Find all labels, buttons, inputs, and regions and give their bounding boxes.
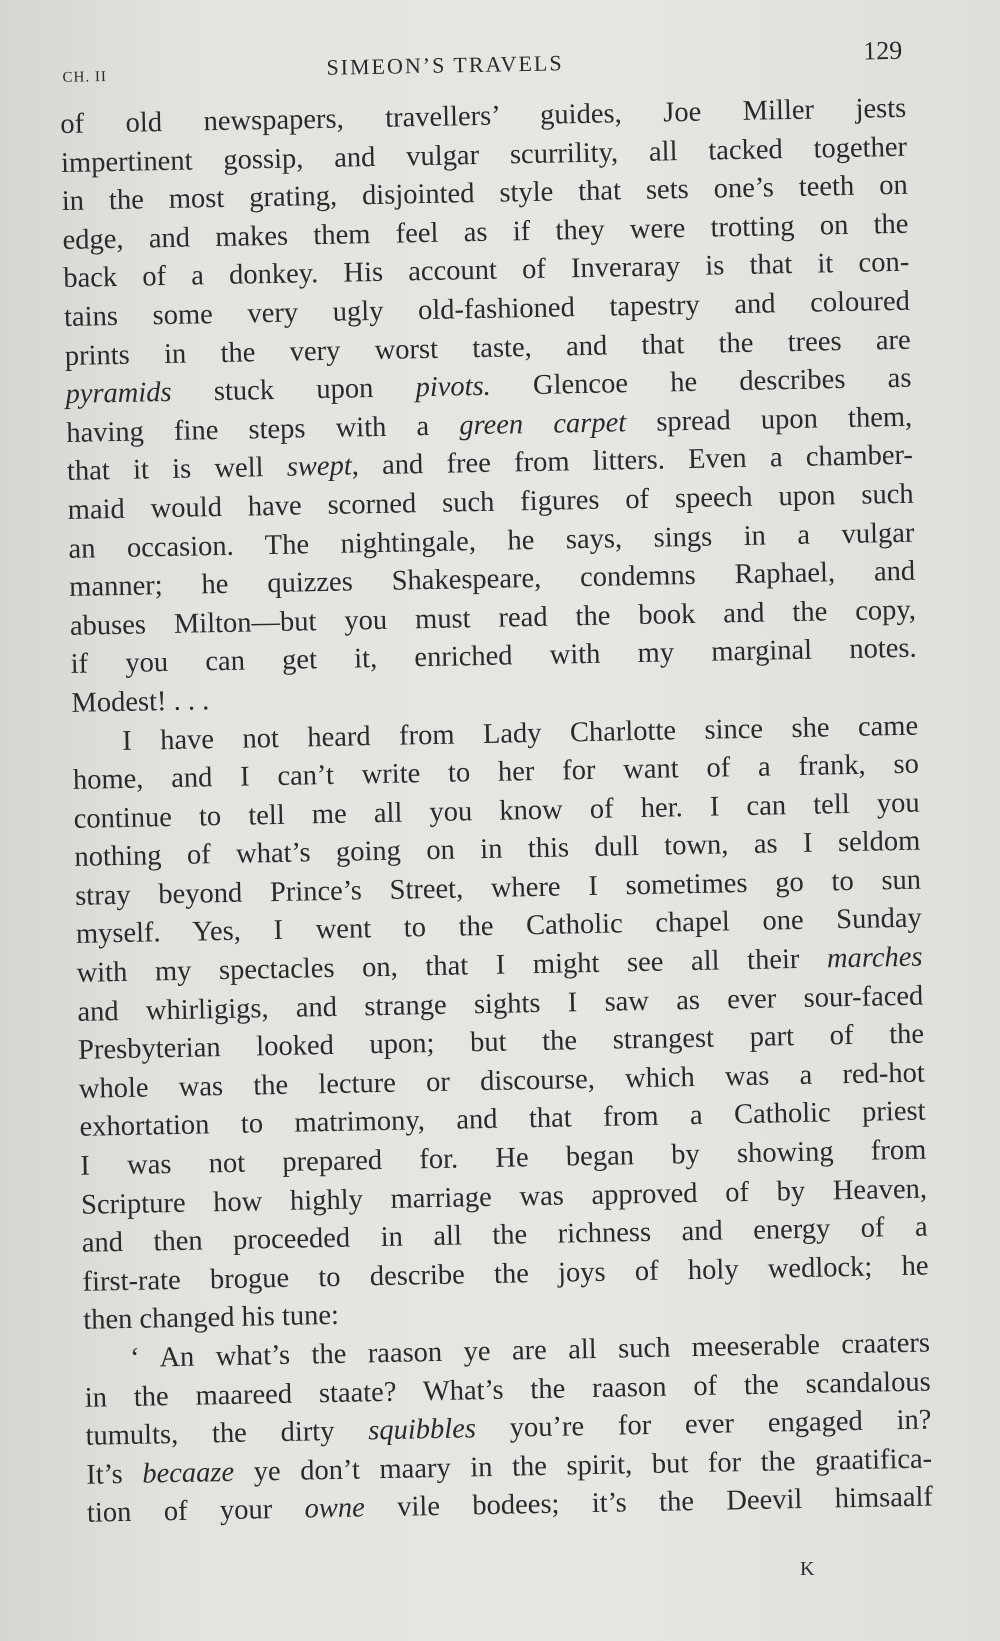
text-line: and then proceeded in all the richness and energy of a: [81, 1211, 928, 1260]
inline-text: tumults, the dirty: [85, 1415, 369, 1452]
text-line: then changed his tune:: [83, 1300, 340, 1337]
italic-text: pyramids: [65, 377, 172, 411]
italic-text: green carpet: [459, 406, 627, 442]
running-title: SIMEON’S TRAVELS: [326, 50, 564, 80]
text-line: whole was the lecture or discourse, which was a red-hot: [78, 1057, 926, 1105]
text-line: first-rate brogue to describe the joys of holy wedlock; he: [82, 1250, 929, 1298]
text-line: edge, and makes them feel as if they were trotting on the: [62, 208, 909, 256]
inline-text: stuck upon: [171, 372, 416, 409]
text-line: abuses Milton—but you must read the book and the copy,: [69, 594, 917, 642]
text-line: Modest! . . .: [71, 685, 210, 719]
text-line: continue to tell me all you know of her. I can tell you: [73, 787, 920, 835]
italic-text: swept: [286, 450, 353, 484]
page-header: [56, 32, 903, 88]
text-line: exhortation to matrimony, and that from a Catholic priest: [79, 1096, 926, 1144]
italic-text: marches: [826, 941, 923, 975]
text-line: Scripture how highly marriage was approved of by Heaven,: [80, 1173, 928, 1221]
paragraph-start-line: I have not heard from Lady Charlotte since she came: [121, 710, 919, 757]
italic-text: owne: [304, 1492, 366, 1525]
text-line: manner; he quizzes Shakespeare, condemns Raphael, and: [68, 555, 916, 604]
inline-text: that it is well: [66, 452, 288, 488]
text-line: I was not prepared for. He began by showing from: [80, 1134, 927, 1182]
text-line: myself. Yes, I went to the Catholic chapel one Sunday: [75, 903, 923, 951]
text-line: prints in the very worst taste, and that the trees are: [64, 324, 911, 372]
italic-text: squibbles: [367, 1413, 477, 1447]
inline-text: It’s: [85, 1458, 143, 1491]
text-line: back of a donkey. His account of Inveraray is that it con-: [63, 247, 910, 295]
text-line: stray beyond Prince’s Street, where I sometimes go to sun: [74, 864, 922, 912]
text-line: in the most grating, disjointed style that sets one’s teeth on: [61, 169, 908, 218]
inline-text: Glencoe he describes as: [490, 362, 912, 402]
inline-text: , and free from litters. Even a chamber-: [351, 440, 914, 482]
body-text: [60, 90, 933, 1534]
text-line: in the maareed staate? What’s the raason of the scandalous: [84, 1366, 931, 1414]
text-line: of old newspapers, travellers’ guides, Joe Miller jests: [60, 92, 907, 140]
inline-text: vile bodees; it’s the Deevil himsaalf: [364, 1481, 934, 1524]
page-number: 129: [862, 35, 903, 66]
inline-text: you’re for ever engaged in?: [475, 1404, 932, 1445]
inline-text: spread upon them,: [625, 401, 913, 438]
text-line: impertinent gossip, and vulgar scurrility, all tacked together: [60, 131, 908, 179]
chapter-marker: CH. II: [62, 69, 108, 86]
text-line: Presbyterian looked upon; but the strangest part of the: [77, 1018, 925, 1067]
inline-text: tion of your: [86, 1493, 305, 1530]
signature-mark: K: [800, 1558, 816, 1580]
inline-text: having fine steps with a: [65, 410, 460, 449]
text-line: home, and I can’t write to her for want of a frank, so: [72, 748, 920, 796]
inline-text: ye don’t maary in the spirit, but for the graatifica-: [233, 1443, 933, 1488]
quote-start-line: ‘ An what’s the raason ye are all such meeserable craaters: [129, 1327, 931, 1374]
italic-text: becaaze: [142, 1456, 235, 1490]
text-line: and whirligigs, and strange sights I saw as ever sour-faced: [77, 980, 924, 1028]
text-line: tains some very ugly old-fashioned tapestry and coloured: [63, 285, 911, 333]
text-line: an occasion. The nightingale, he says, sings in a vulgar: [68, 517, 915, 565]
text-line: maid would have scorned such figures of speech upon such: [67, 478, 914, 526]
inline-text: with my spectacles on, that I might see all their: [76, 943, 828, 989]
italic-text: pivots.: [415, 370, 492, 404]
text-line: if you can get it, enriched with my marginal notes.: [70, 632, 917, 681]
text-line: nothing of what’s going on in this dull town, as I seldom: [74, 825, 921, 874]
